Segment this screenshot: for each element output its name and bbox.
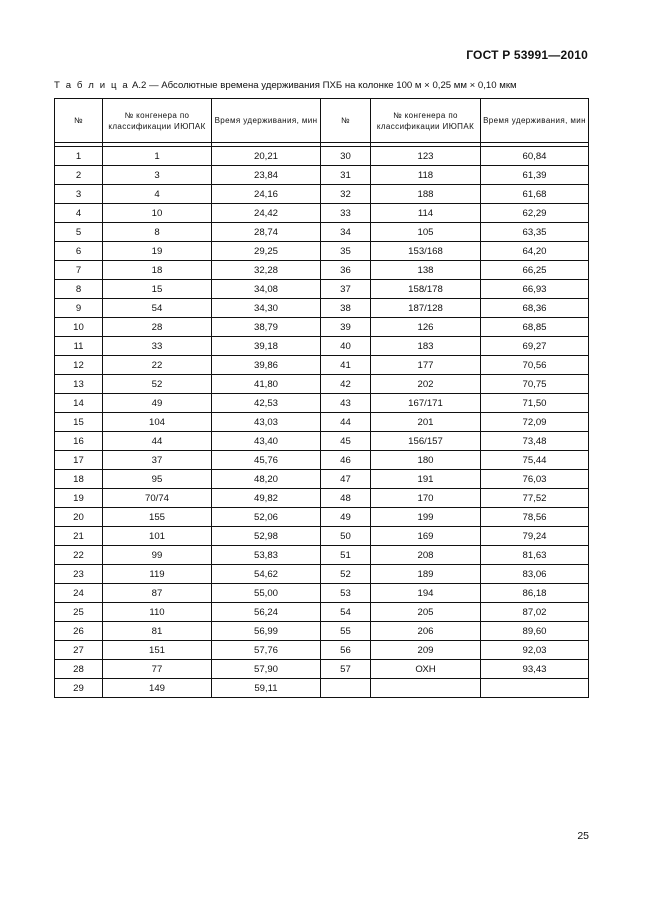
table-caption-text: А.2 — Абсолютные времена удерживания ПХБ на колонке 100 м × 0,25 мм × 0,10 мкм	[129, 80, 517, 91]
table-row	[55, 508, 589, 527]
retention-time-left: 43,03	[212, 413, 321, 432]
row-number-left: 7	[55, 261, 103, 280]
table-row	[55, 565, 589, 584]
retention-time-right: 60,84	[481, 147, 589, 166]
retention-time-left: 34,30	[212, 299, 321, 318]
congener-number-left: 54	[103, 299, 212, 318]
retention-time-right: 61,68	[481, 185, 589, 204]
row-number-right: 46	[321, 451, 371, 470]
row-number-left: 3	[55, 185, 103, 204]
row-number-right: 55	[321, 622, 371, 641]
row-number-right: 54	[321, 603, 371, 622]
row-number-left: 20	[55, 508, 103, 527]
retention-time-left: 57,90	[212, 660, 321, 679]
table-row	[55, 147, 589, 166]
retention-time-right: 70,75	[481, 375, 589, 394]
retention-time-right: 63,35	[481, 223, 589, 242]
retention-time-right: 81,63	[481, 546, 589, 565]
retention-time-left: 24,42	[212, 204, 321, 223]
retention-time-right: 66,25	[481, 261, 589, 280]
retention-time-left: 41,80	[212, 375, 321, 394]
row-number-right: 32	[321, 185, 371, 204]
retention-time-left: 28,74	[212, 223, 321, 242]
table-row	[55, 356, 589, 375]
congener-number-left: 18	[103, 261, 212, 280]
retention-time-right: 69,27	[481, 337, 589, 356]
row-number-right: 35	[321, 242, 371, 261]
row-number-left: 16	[55, 432, 103, 451]
row-number-left: 25	[55, 603, 103, 622]
retention-time-left: 38,79	[212, 318, 321, 337]
row-number-left: 24	[55, 584, 103, 603]
congener-number-left: 15	[103, 280, 212, 299]
retention-time-left: 39,86	[212, 356, 321, 375]
congener-number-right: 191	[371, 470, 481, 489]
row-number-left: 1	[55, 147, 103, 166]
row-number-left: 4	[55, 204, 103, 223]
congener-number-right: 183	[371, 337, 481, 356]
row-number-left: 19	[55, 489, 103, 508]
congener-number-left: 33	[103, 337, 212, 356]
retention-time-right: 71,50	[481, 394, 589, 413]
table-row	[55, 166, 589, 185]
page-number: 25	[577, 830, 589, 842]
congener-number-right: 156/157	[371, 432, 481, 451]
row-number-right: 57	[321, 660, 371, 679]
row-number-right: 45	[321, 432, 371, 451]
retention-time-right: 93,43	[481, 660, 589, 679]
row-number-left: 27	[55, 641, 103, 660]
retention-time-right	[481, 679, 589, 698]
row-number-left: 18	[55, 470, 103, 489]
row-number-left: 21	[55, 527, 103, 546]
row-number-right: 30	[321, 147, 371, 166]
row-number-left: 8	[55, 280, 103, 299]
document-header-standard: ГОСТ Р 53991—2010	[466, 48, 588, 62]
table-row	[55, 299, 589, 318]
table-row	[55, 223, 589, 242]
retention-time-left: 59,11	[212, 679, 321, 698]
row-number-left: 10	[55, 318, 103, 337]
congener-number-left: 104	[103, 413, 212, 432]
congener-number-left: 44	[103, 432, 212, 451]
retention-time-right: 75,44	[481, 451, 589, 470]
congener-number-right: 194	[371, 584, 481, 603]
row-number-left: 17	[55, 451, 103, 470]
table-caption	[54, 80, 614, 91]
retention-time-left: 56,99	[212, 622, 321, 641]
table-row	[55, 432, 589, 451]
retention-time-left: 53,83	[212, 546, 321, 565]
retention-time-right: 76,03	[481, 470, 589, 489]
row-number-right: 37	[321, 280, 371, 299]
retention-time-left: 29,25	[212, 242, 321, 261]
congener-number-left: 151	[103, 641, 212, 660]
congener-number-right: 199	[371, 508, 481, 527]
table-row	[55, 546, 589, 565]
header-time-left: Время удерживания, мин	[212, 99, 321, 143]
row-number-right: 53	[321, 584, 371, 603]
retention-time-right: 77,52	[481, 489, 589, 508]
header-num-right: №	[321, 99, 371, 143]
retention-time-right: 86,18	[481, 584, 589, 603]
congener-number-right: 158/178	[371, 280, 481, 299]
row-number-right	[321, 679, 371, 698]
congener-number-left: 22	[103, 356, 212, 375]
congener-number-right: 167/171	[371, 394, 481, 413]
retention-time-left: 39,18	[212, 337, 321, 356]
table-row	[55, 242, 589, 261]
retention-time-right: 61,39	[481, 166, 589, 185]
congener-number-right: 138	[371, 261, 481, 280]
retention-time-left: 42,53	[212, 394, 321, 413]
congener-number-right: 208	[371, 546, 481, 565]
congener-number-left: 99	[103, 546, 212, 565]
table-row	[55, 375, 589, 394]
retention-time-right: 83,06	[481, 565, 589, 584]
congener-number-left: 155	[103, 508, 212, 527]
retention-time-right: 73,48	[481, 432, 589, 451]
congener-number-left: 70/74	[103, 489, 212, 508]
row-number-left: 14	[55, 394, 103, 413]
row-number-right: 38	[321, 299, 371, 318]
retention-time-left: 55,00	[212, 584, 321, 603]
row-number-left: 28	[55, 660, 103, 679]
row-number-right: 48	[321, 489, 371, 508]
row-number-right: 39	[321, 318, 371, 337]
retention-time-left: 49,82	[212, 489, 321, 508]
retention-time-left: 52,06	[212, 508, 321, 527]
table-row	[55, 584, 589, 603]
congener-number-right: 206	[371, 622, 481, 641]
row-number-right: 47	[321, 470, 371, 489]
table-row	[55, 451, 589, 470]
row-number-left: 13	[55, 375, 103, 394]
row-number-right: 42	[321, 375, 371, 394]
header-congener-left: № конгенера по классификации ИЮПАК	[103, 99, 212, 143]
congener-number-right: 201	[371, 413, 481, 432]
congener-number-left: 8	[103, 223, 212, 242]
congener-number-right: ОХН	[371, 660, 481, 679]
congener-number-right: 205	[371, 603, 481, 622]
congener-number-right: 202	[371, 375, 481, 394]
table-header-row	[55, 99, 589, 143]
congener-number-left: 81	[103, 622, 212, 641]
congener-number-right	[371, 679, 481, 698]
congener-number-right: 187/128	[371, 299, 481, 318]
row-number-left: 22	[55, 546, 103, 565]
retention-time-right: 89,60	[481, 622, 589, 641]
row-number-right: 44	[321, 413, 371, 432]
row-number-right: 51	[321, 546, 371, 565]
row-number-right: 40	[321, 337, 371, 356]
congener-number-left: 37	[103, 451, 212, 470]
row-number-right: 49	[321, 508, 371, 527]
table-row	[55, 527, 589, 546]
retention-time-right: 78,56	[481, 508, 589, 527]
table-caption-label: Т а б л и ц а	[54, 80, 130, 91]
table-row	[55, 185, 589, 204]
congener-number-right: 114	[371, 204, 481, 223]
table-row	[55, 204, 589, 223]
congener-number-left: 3	[103, 166, 212, 185]
congener-number-left: 119	[103, 565, 212, 584]
row-number-left: 12	[55, 356, 103, 375]
table-row	[55, 413, 589, 432]
retention-time-right: 92,03	[481, 641, 589, 660]
retention-time-left: 24,16	[212, 185, 321, 204]
table-row	[55, 660, 589, 679]
retention-time-left: 56,24	[212, 603, 321, 622]
retention-time-left: 54,62	[212, 565, 321, 584]
table-row	[55, 641, 589, 660]
table-row	[55, 280, 589, 299]
congener-number-right: 123	[371, 147, 481, 166]
congener-number-right: 170	[371, 489, 481, 508]
congener-number-left: 87	[103, 584, 212, 603]
congener-number-right: 209	[371, 641, 481, 660]
retention-time-right: 62,29	[481, 204, 589, 223]
retention-time-right: 70,56	[481, 356, 589, 375]
retention-time-right: 87,02	[481, 603, 589, 622]
row-number-right: 33	[321, 204, 371, 223]
row-number-left: 26	[55, 622, 103, 641]
row-number-right: 36	[321, 261, 371, 280]
row-number-right: 52	[321, 565, 371, 584]
retention-time-right: 79,24	[481, 527, 589, 546]
row-number-left: 2	[55, 166, 103, 185]
row-number-left: 15	[55, 413, 103, 432]
congener-number-left: 10	[103, 204, 212, 223]
row-number-left: 9	[55, 299, 103, 318]
congener-number-right: 188	[371, 185, 481, 204]
header-congener-right: № конгенера по классификации ИЮПАК	[371, 99, 481, 143]
congener-number-left: 28	[103, 318, 212, 337]
row-number-left: 6	[55, 242, 103, 261]
row-number-right: 31	[321, 166, 371, 185]
retention-time-right: 68,36	[481, 299, 589, 318]
retention-time-right: 64,20	[481, 242, 589, 261]
row-number-left: 29	[55, 679, 103, 698]
congener-number-right: 118	[371, 166, 481, 185]
congener-number-right: 105	[371, 223, 481, 242]
row-number-right: 41	[321, 356, 371, 375]
retention-time-left: 20,21	[212, 147, 321, 166]
congener-number-left: 101	[103, 527, 212, 546]
retention-time-left: 32,28	[212, 261, 321, 280]
table-row	[55, 603, 589, 622]
congener-number-left: 49	[103, 394, 212, 413]
retention-time-left: 57,76	[212, 641, 321, 660]
retention-time-left: 34,08	[212, 280, 321, 299]
table-row	[55, 489, 589, 508]
congener-number-left: 95	[103, 470, 212, 489]
congener-number-right: 153/168	[371, 242, 481, 261]
retention-time-left: 43,40	[212, 432, 321, 451]
retention-time-left: 23,84	[212, 166, 321, 185]
congener-number-right: 180	[371, 451, 481, 470]
retention-time-left: 48,20	[212, 470, 321, 489]
table-row	[55, 470, 589, 489]
congener-number-right: 169	[371, 527, 481, 546]
retention-time-right: 66,93	[481, 280, 589, 299]
congener-number-left: 1	[103, 147, 212, 166]
row-number-left: 23	[55, 565, 103, 584]
congener-number-left: 149	[103, 679, 212, 698]
row-number-left: 5	[55, 223, 103, 242]
table-body	[55, 143, 589, 698]
congener-number-left: 110	[103, 603, 212, 622]
congener-number-left: 52	[103, 375, 212, 394]
table-row	[55, 394, 589, 413]
table-row	[55, 337, 589, 356]
table-row	[55, 622, 589, 641]
congener-number-right: 177	[371, 356, 481, 375]
retention-time-right: 72,09	[481, 413, 589, 432]
retention-times-table	[54, 98, 589, 698]
congener-number-right: 126	[371, 318, 481, 337]
table-row	[55, 318, 589, 337]
row-number-right: 50	[321, 527, 371, 546]
congener-number-right: 189	[371, 565, 481, 584]
header-time-right: Время удерживания, мин	[481, 99, 589, 143]
header-num-left: №	[55, 99, 103, 143]
row-number-right: 34	[321, 223, 371, 242]
congener-number-left: 19	[103, 242, 212, 261]
row-number-left: 11	[55, 337, 103, 356]
retention-time-right: 68,85	[481, 318, 589, 337]
congener-number-left: 4	[103, 185, 212, 204]
congener-number-left: 77	[103, 660, 212, 679]
table-row	[55, 261, 589, 280]
row-number-right: 43	[321, 394, 371, 413]
retention-time-left: 52,98	[212, 527, 321, 546]
table-row	[55, 679, 589, 698]
row-number-right: 56	[321, 641, 371, 660]
retention-time-left: 45,76	[212, 451, 321, 470]
